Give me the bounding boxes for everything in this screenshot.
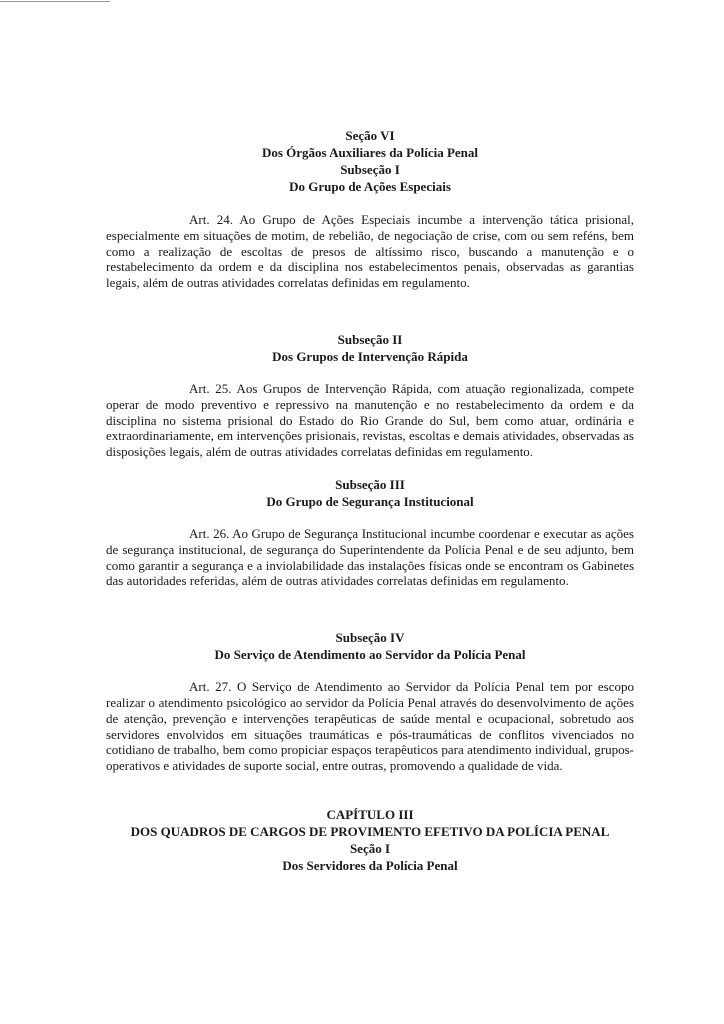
article-27: Art. 27. O Serviço de Atendimento ao Servidor da Polícia Penal tem por escopo realizar o atendimento psicológico ao servidor da Polícia Penal através do desenvolvimento de ações de atenção, prevenção e intervenções terapêuticas de saúde mental e ocupacional, sobretudo aos servidores envolvidos em situações traumáticas e pós-traumáticas de conflitos vivenciados no cotidiano de trabalho, bem como propiciar espaços terapêuticos para atendimento individual, grupos-operativos e atividades de suporte social, entre outras, promovendo a qualidade de vida. [106,679,634,774]
section-subtitle: Dos Servidores da Polícia Penal [282,857,458,873]
scan-edge-line [0,1,110,2]
subsection-title: Subseção III [335,476,405,492]
chapter-title: CAPÍTULO III [326,806,414,822]
section-subtitle: Dos Órgãos Auxiliares da Polícia Penal [261,145,479,160]
subsection-subtitle: Do Serviço de Atendimento ao Servidor da Polícia Penal [214,647,526,663]
subsection-subtitle: Dos Grupos de Intervenção Rápida [272,348,468,364]
section-title: Seção VI [345,128,395,143]
subsection-subtitle: Do Grupo de Segurança Institucional [266,493,474,509]
article-24: Art. 24. Ao Grupo de Ações Especiais incumbe a intervenção tática prisional, especialmente em situações de motim, de rebelião, de negociação de crise, com ou sem reféns, bem como a realização de escoltas de presos de altíssimo risco, buscando a manutenção e o restabelecimento da ordem e da disciplina nos estabelecimentos penais, observadas as garantias legais, além de outras atividades correlatas definidas em regulamento. [106,212,634,291]
article-26: Art. 26. Ao Grupo de Segurança Institucional incumbe coordenar e executar as ações de segurança institucional, de segurança do Superintendente da Polícia Penal e de seu adjunto, bem como garantir a segurança e a inviolabilidade das instalações físicas onde se encontram os Gabinetes das autoridades referidas, além de outras atividades correlatas definidas em regulamento. [106,525,634,589]
subsection-title: Subseção IV [335,630,405,646]
chapter-iii-heading [106,806,634,874]
document-page [106,127,634,874]
section-title: Seção I [349,840,391,856]
subsection-iv-heading [106,629,634,663]
subsection-iii-heading [106,476,634,510]
subsection-title: Subseção I [340,162,400,177]
subsection-subtitle: Do Grupo de Ações Especiais [289,179,451,194]
article-25: Art. 25. Aos Grupos de Intervenção Rápida, com atuação regionalizada, compete operar de modo preventivo e repressivo na manutenção e no restabelecimento da ordem e da disciplina no sistema prisional do Estado do Rio Grande do Sul, bem como atuar, ordinária e extraordinariamente, em intervenções prisionais, revistas, escoltas e demais atividades, observadas as disposições legais, além de outras atividades correlatas definidas em regulamento. [106,380,634,460]
subsection-ii-heading [106,331,634,365]
subsection-title: Subseção II [337,331,403,347]
section-vi-heading [106,127,634,195]
chapter-subtitle: DOS QUADROS DE CARGOS DE PROVIMENTO EFETIVO DA POLÍCIA PENAL [130,823,610,839]
